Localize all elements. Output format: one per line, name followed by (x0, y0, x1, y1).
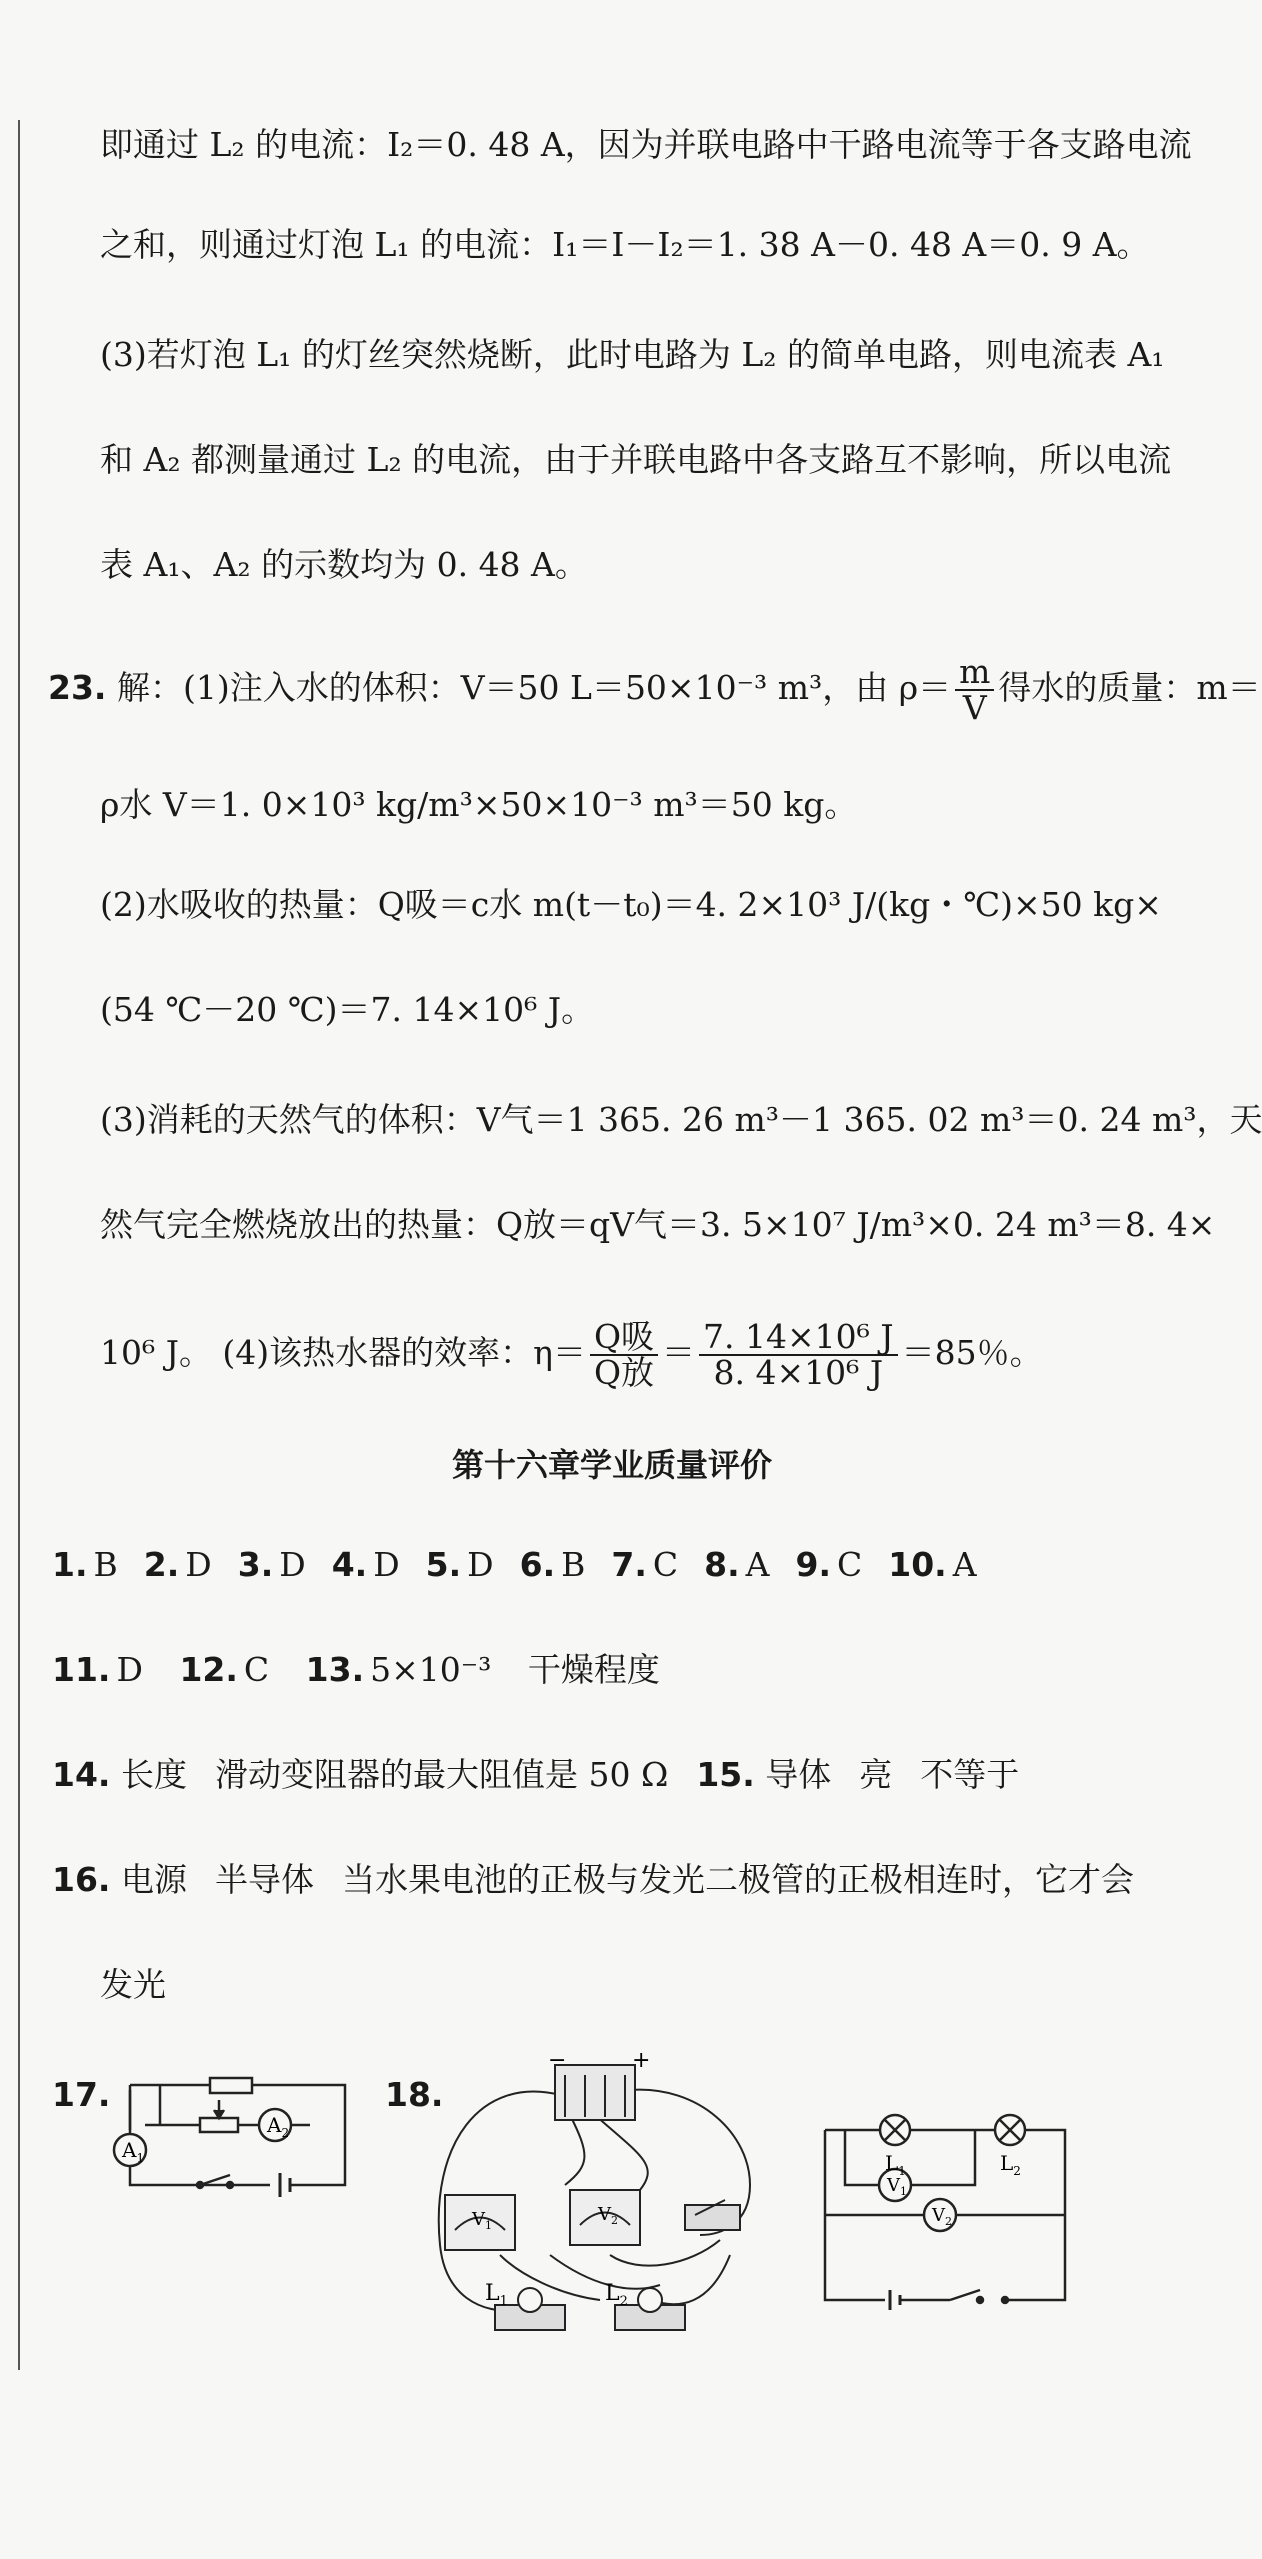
q23-line-6: 然气完全燃烧放出的热量：Q放＝qV气＝3. 5×10⁷ J/m³×0. 24 m³＝8. 4× (100, 1205, 1216, 1244)
lamp-l2-symbol-label: $L_2$ (1000, 2151, 1021, 2178)
answers-row-2: 11. D 12. C 13. 5×10⁻³ 干燥程度 (52, 1650, 660, 1689)
chapter-heading: 第十六章学业质量评价 (451, 1446, 772, 1484)
answers-row-4: 16. 电源 半导体 当水果电池的正极与发光二极管的正极相连时，它才会 (52, 1860, 1134, 1899)
answer-item: 2. D (143, 1545, 212, 1584)
lamp-l2-label: $L_2$ (605, 2281, 628, 2309)
battery-minus-sign: − (548, 2048, 567, 2073)
answer-item: 4. D (331, 1545, 400, 1584)
answers-row-4-cont: 发光 (100, 1965, 166, 2004)
solution-line-2: 之和，则通过灯泡 L₁ 的电流：I₁＝I－I₂＝1. 38 A－0. 48 A＝0. 9 A。 (100, 225, 1150, 264)
lamp-l1-symbol-label: $L_1$ (885, 2151, 906, 2178)
ammeter-a1-label: $A_1$ (122, 2138, 145, 2165)
answer-item: 1. B (52, 1545, 118, 1584)
q18-number: 18. (385, 2075, 444, 2114)
q17-number: 17. (52, 2075, 111, 2114)
answers-row-3: 14. 长度 滑动变阻器的最大阻值是 50 Ω 15. 导体 亮 不等于 (52, 1755, 1020, 1794)
answer-item: 5. D (425, 1545, 494, 1584)
q23-text-a: 解：(1)注入水的体积：V＝50 L＝50×10⁻³ m³，由 ρ＝ (116, 668, 952, 707)
ammeter-a2-label: $A_2$ (267, 2113, 290, 2140)
q18-circuit-diagram (805, 2115, 1085, 2320)
voltmeter-v1-label: $V_1$ (472, 2209, 492, 2232)
answer-item: 3. D (237, 1545, 306, 1584)
q23-text-b: 得水的质量：m＝ (998, 668, 1261, 707)
efficiency-fraction-1: $\frac{\text{Q吸}}{\text{Q放}}$ (590, 1320, 658, 1390)
answer-item: 8. A (704, 1545, 770, 1584)
q23-line-7: 10⁶ J。 (4)该热水器的效率：η＝ $\frac{\text{Q吸}}{\text{Q放}}$ ＝ $\frac{\text{7. 14×10⁶ J}}{\text{8. 4×10⁶ J}}$ ＝85％。 (100, 1317, 1043, 1392)
answer-item: 7. C (611, 1545, 679, 1584)
lamp-l1-label: $L_1$ (485, 2281, 508, 2309)
q17-circuit-diagram (100, 2070, 360, 2220)
q23-line-1 (48, 652, 1261, 727)
density-fraction: $\frac{m}{V}$ (955, 655, 994, 725)
answer-item: 9. C (795, 1545, 863, 1584)
q23-line-5: (3)消耗的天然气的体积：V气＝1 365. 26 m³－1 365. 02 m³＝0. 24 m³，天 (100, 1100, 1262, 1139)
q23-line-2: ρ水 V＝1. 0×10³ kg/m³×50×10⁻³ m³＝50 kg。 (100, 785, 858, 824)
battery-plus-sign: + (632, 2048, 651, 2073)
efficiency-fraction-2: $\frac{\text{7. 14×10⁶ J}}{\text{8. 4×10⁶ J}}$ (699, 1320, 898, 1390)
solution-line-4: 和 A₂ 都测量通过 L₂ 的电流，由于并联电路中各支路互不影响，所以电流 (100, 440, 1172, 479)
efficiency-result: ＝85％。 (901, 1333, 1043, 1372)
answers-row-1 (52, 1545, 1003, 1585)
answer-item: 10. A (888, 1545, 977, 1584)
q23-line-4: (54 ℃－20 ℃)＝7. 14×10⁶ J。 (100, 990, 595, 1029)
margin-rule (18, 120, 20, 2370)
voltmeter-v2-symbol-label: $V_2$ (932, 2205, 952, 2228)
efficiency-text: 10⁶ J。 (4)该热水器的效率：η＝ (100, 1333, 586, 1372)
solution-line-3: (3)若灯泡 L₁ 的灯丝突然烧断，此时电路为 L₂ 的简单电路，则电流表 A₁ (100, 335, 1165, 374)
q23-line-3: (2)水吸收的热量：Q吸＝c水 m(t－t₀)＝4. 2×10³ J/(kg・℃)×50 kg× (100, 885, 1162, 924)
solution-line-5: 表 A₁、A₂ 的示数均为 0. 48 A。 (100, 545, 588, 584)
answer-item: 6. B (519, 1545, 586, 1584)
voltmeter-v1-symbol-label: $V_1$ (887, 2175, 907, 2198)
voltmeter-v2-label: $V_2$ (598, 2204, 618, 2227)
q23-number: 23. (48, 668, 107, 707)
solution-line-1: 即通过 L₂ 的电流：I₂＝0. 48 A，因为并联电路中干路电流等于各支路电流 (100, 125, 1192, 164)
q18-wiring-illustration (420, 2048, 790, 2355)
